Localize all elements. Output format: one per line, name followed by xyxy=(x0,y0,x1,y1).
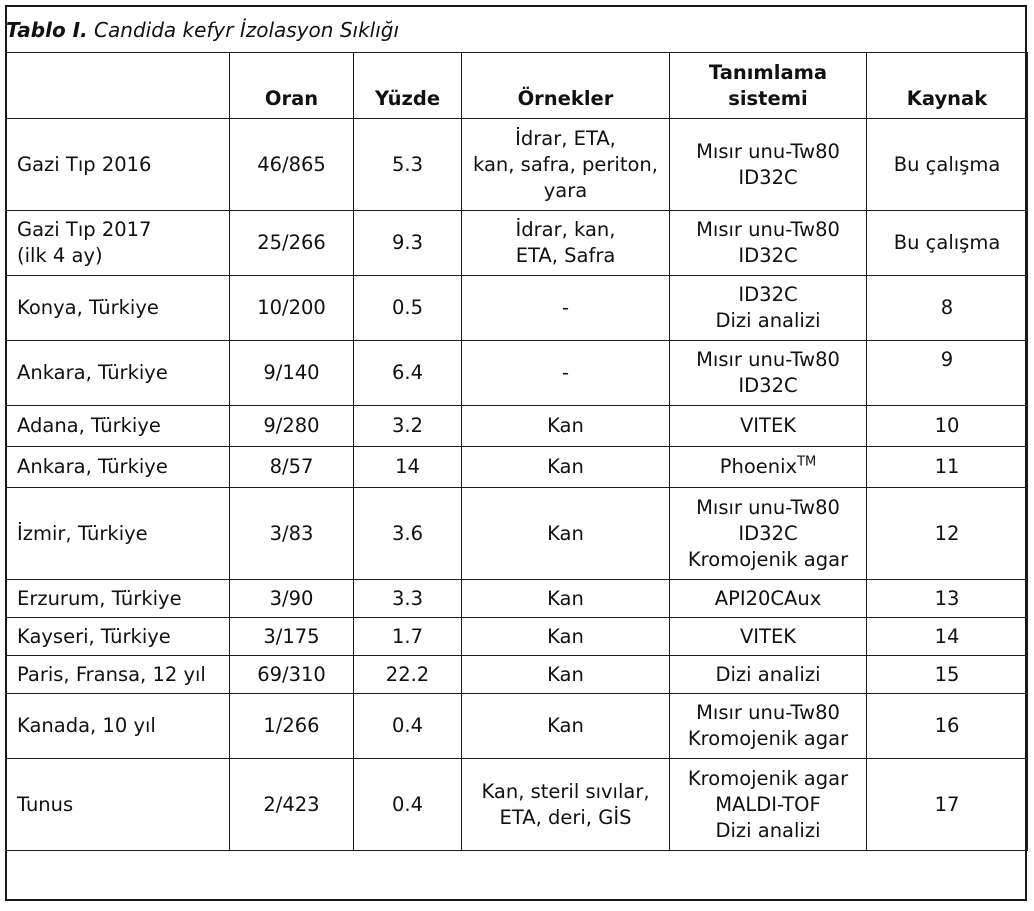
table-caption-title: Candida kefyr İzolasyon Sıklığı xyxy=(94,18,400,42)
cell-system: Dizi analizi xyxy=(670,656,867,694)
cell-source: Bu çalışma xyxy=(867,211,1028,276)
cell-source: 9 xyxy=(867,341,1028,406)
cell-samples: Kan, steril sıvılar, ETA, deri, GİS xyxy=(462,759,670,851)
cell-system-text: Phoenix xyxy=(719,455,798,478)
header-ratio: Oran xyxy=(230,53,354,119)
cell-samples: Kan xyxy=(462,694,670,759)
cell-samples: Kan xyxy=(462,656,670,694)
table-row xyxy=(6,276,1028,341)
cell-system: Kromojenik agar MALDI-TOF Dizi analizi xyxy=(670,759,867,851)
cell-source: Bu çalışma xyxy=(867,119,1028,211)
header-location xyxy=(6,53,230,119)
cell-location: Kanada, 10 yıl xyxy=(6,694,230,759)
cell-source: 11 xyxy=(867,447,1028,488)
cell-percent: 3.3 xyxy=(354,580,462,618)
cell-samples: Kan xyxy=(462,618,670,656)
cell-source: 10 xyxy=(867,406,1028,447)
cell-location: Gazi Tıp 2016 xyxy=(6,119,230,211)
cell-source: 15 xyxy=(867,656,1028,694)
cell-ratio: 69/310 xyxy=(230,656,354,694)
cell-percent: 1.7 xyxy=(354,618,462,656)
header-system: Tanımlama sistemi xyxy=(670,53,867,119)
cell-samples: Kan xyxy=(462,580,670,618)
cell-percent: 0.5 xyxy=(354,276,462,341)
cell-percent: 14 xyxy=(354,447,462,488)
cell-samples: İdrar, ETA, kan, safra, periton, yara xyxy=(462,119,670,211)
cell-ratio: 3/90 xyxy=(230,580,354,618)
cell-system: Mısır unu-Tw80 ID32C xyxy=(670,341,867,406)
cell-percent: 22.2 xyxy=(354,656,462,694)
cell-samples: Kan xyxy=(462,406,670,447)
cell-system xyxy=(670,447,867,488)
cell-source: 12 xyxy=(867,488,1028,580)
table-row xyxy=(6,580,1028,618)
table-row xyxy=(6,618,1028,656)
cell-location: Tunus xyxy=(6,759,230,851)
table-row xyxy=(6,656,1028,694)
cell-location: Ankara, Türkiye xyxy=(6,341,230,406)
cell-ratio: 25/266 xyxy=(230,211,354,276)
cell-percent: 5.3 xyxy=(354,119,462,211)
table-row xyxy=(6,759,1028,851)
cell-location: Erzurum, Türkiye xyxy=(6,580,230,618)
table-row xyxy=(6,211,1028,276)
cell-percent: 3.2 xyxy=(354,406,462,447)
table-caption xyxy=(6,6,399,52)
cell-samples: İdrar, kan, ETA, Safra xyxy=(462,211,670,276)
cell-percent: 0.4 xyxy=(354,694,462,759)
cell-location: Ankara, Türkiye xyxy=(6,447,230,488)
cell-source: 13 xyxy=(867,580,1028,618)
cell-ratio: 3/175 xyxy=(230,618,354,656)
cell-system: Mısır unu-Tw80 ID32C xyxy=(670,211,867,276)
cell-system: API20CAux xyxy=(670,580,867,618)
table-row xyxy=(6,488,1028,580)
cell-system: ID32C Dizi analizi xyxy=(670,276,867,341)
cell-location: İzmir, Türkiye xyxy=(6,488,230,580)
cell-samples: Kan xyxy=(462,488,670,580)
cell-source: 8 xyxy=(867,276,1028,341)
cell-system: VITEK xyxy=(670,618,867,656)
cell-system: Mısır unu-Tw80 ID32C Kromojenik agar xyxy=(670,488,867,580)
cell-ratio: 3/83 xyxy=(230,488,354,580)
table-row xyxy=(6,447,1028,488)
cell-ratio: 10/200 xyxy=(230,276,354,341)
table-caption-label: Tablo I. xyxy=(6,18,88,42)
trademark-sup: TM xyxy=(797,454,817,470)
table-row xyxy=(6,119,1028,211)
cell-ratio: 2/423 xyxy=(230,759,354,851)
cell-percent: 9.3 xyxy=(354,211,462,276)
header-row xyxy=(6,53,1028,119)
cell-samples: - xyxy=(462,276,670,341)
table-row xyxy=(6,406,1028,447)
table-row xyxy=(6,694,1028,759)
cell-samples: - xyxy=(462,341,670,406)
cell-system: VITEK xyxy=(670,406,867,447)
cell-ratio: 46/865 xyxy=(230,119,354,211)
cell-source: 14 xyxy=(867,618,1028,656)
cell-location: Paris, Fransa, 12 yıl xyxy=(6,656,230,694)
cell-system: Mısır unu-Tw80 Kromojenik agar xyxy=(670,694,867,759)
cell-percent: 3.6 xyxy=(354,488,462,580)
data-table xyxy=(5,52,1028,851)
cell-source: 16 xyxy=(867,694,1028,759)
table-row xyxy=(6,341,1028,406)
header-source: Kaynak xyxy=(867,53,1028,119)
cell-ratio: 1/266 xyxy=(230,694,354,759)
cell-location: Adana, Türkiye xyxy=(6,406,230,447)
cell-percent: 0.4 xyxy=(354,759,462,851)
cell-location: Kayseri, Türkiye xyxy=(6,618,230,656)
cell-location: Konya, Türkiye xyxy=(6,276,230,341)
header-percent: Yüzde xyxy=(354,53,462,119)
header-samples: Örnekler xyxy=(462,53,670,119)
cell-ratio: 8/57 xyxy=(230,447,354,488)
cell-location: Gazi Tıp 2017 (ilk 4 ay) xyxy=(6,211,230,276)
cell-system: Mısır unu-Tw80 ID32C xyxy=(670,119,867,211)
cell-ratio: 9/280 xyxy=(230,406,354,447)
cell-source: 17 xyxy=(867,759,1028,851)
cell-samples: Kan xyxy=(462,447,670,488)
cell-percent: 6.4 xyxy=(354,341,462,406)
cell-ratio: 9/140 xyxy=(230,341,354,406)
